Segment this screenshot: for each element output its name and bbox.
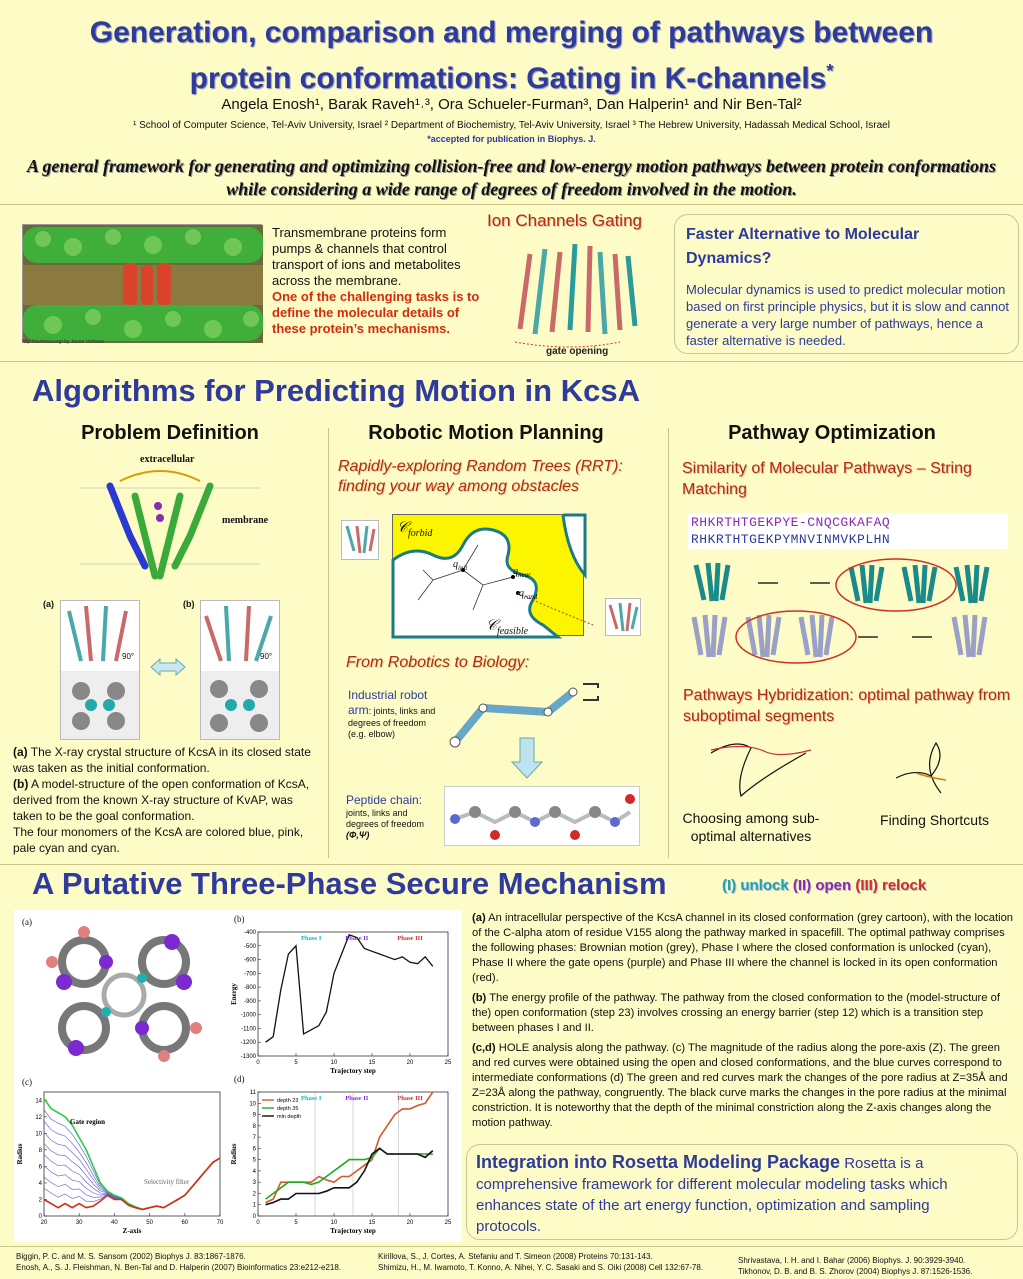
y-tick-label: 6 xyxy=(252,1146,256,1153)
gate-opening-label: gate opening xyxy=(546,346,609,357)
y-tick-label: 4 xyxy=(252,1168,256,1175)
y-tick-label: -800 xyxy=(243,985,256,992)
suboptimal-curves-image xyxy=(706,738,816,800)
caption-b: A model-structure of the open conformation of KcsA, derived from the known X-ray structure of KvAP, was taken to be the goal conformation. xyxy=(13,777,310,823)
ion-channel-image xyxy=(500,234,660,352)
y-tick-label: -1300 xyxy=(240,1054,256,1060)
y-tick-label: -1100 xyxy=(241,1026,256,1033)
faster-text: Molecular dynamics is used to predict molecular motion based on first principle physics, but it is slow and cannot generate a very large number of pathways, hence a faster alternative is needed. xyxy=(686,282,1010,348)
text-b xyxy=(472,991,1018,1036)
sequence-alignment xyxy=(688,513,1008,549)
closed-structure-image xyxy=(60,600,140,740)
x-tick-label: 50 xyxy=(146,1220,153,1226)
from-robotics-text: From Robotics to Biology: xyxy=(346,654,530,671)
phase-label: Phase III xyxy=(397,935,423,942)
title-line-1: Generation, comparison and merging of pathways between xyxy=(89,16,934,49)
panel-b-label: (b) xyxy=(234,914,245,924)
c-forbid-sub: forbid xyxy=(407,528,433,539)
ref-4: Shimizu, H., M. Iwamoto, T. Konno, A. Nihei, Y. C. Sasaki and S. Oiki (2008) Cell 132:67-78. xyxy=(378,1263,704,1272)
q-rand-sub: rand xyxy=(524,593,538,601)
q-init-sub: init xyxy=(458,564,468,572)
sequence-2: RHKRTHTGEKPYMNVINMVKPLHN xyxy=(691,532,891,547)
x-tick-label: 10 xyxy=(330,1060,338,1066)
intro-text-red: One of the challenging tasks is to define the molecular details of these protein’s mechanisms. xyxy=(272,289,480,336)
divider xyxy=(0,864,1023,865)
shortcuts-label: Finding Shortcuts xyxy=(880,812,989,828)
references-col2 xyxy=(378,1251,728,1273)
y-tick-label: 7 xyxy=(252,1135,256,1142)
y-tick-label: 4 xyxy=(38,1180,42,1187)
rosetta-title: Integration into Rosetta Modeling Package xyxy=(476,1152,841,1172)
text-a xyxy=(472,911,1018,986)
divider xyxy=(0,204,1023,205)
q-near-sub: near xyxy=(518,571,531,579)
legend-label: depth 35 xyxy=(277,1106,299,1112)
caption-a-label: (a) xyxy=(13,745,28,759)
panel-a-label: (a) xyxy=(22,917,32,927)
text-cd-body: HOLE analysis along the pathway. (c) The magnitude of the radius along the pore-axis (Z). The green and red curves were obtained using the open and closed conformations, and the blue curves correspond to intermediate conformations (d) The green and red curves mark the changes of the pore radius at Z=35Å and Z=23Å along the pathway, congruently. The black curve marks the changes in the pore radius at the minimal constriction. It is noteworthy that the depth of the minimal constriction along the Z-axis changes along the motion pathway. xyxy=(472,1042,1008,1129)
q-init-label: $q_{init}$ xyxy=(453,559,468,572)
ref-3: Kirillova, S., J. Cortes, A. Stefaniu and T. Simeon (2008) Proteins 70:131-143. xyxy=(378,1252,653,1261)
y-tick-label: 2 xyxy=(38,1197,42,1204)
text-b-body: The energy profile of the pathway. The pathway from the closed conformation to the (model-structure of the) open conformation (step 23) involves crossing an energy barrier (step 12) which is a transition step between phases I and II. xyxy=(472,992,1000,1034)
pathway-matching-image xyxy=(686,555,1020,665)
small-structure-left xyxy=(341,520,379,560)
membrane-credit: http://vertreea.org/ by Jason Vertrees xyxy=(22,339,105,345)
mechanism-text xyxy=(472,911,1018,1131)
x-axis-label: Trajectory step xyxy=(330,1227,376,1235)
robot-arm-desc: : joints, links and degrees of freedom (e.g. elbow) xyxy=(348,706,436,739)
q-rand-label: $q_{rand}$ xyxy=(519,588,538,601)
y-tick-label: 10 xyxy=(35,1131,42,1138)
energy-chart xyxy=(222,924,458,1076)
label-b: (b) xyxy=(183,599,195,609)
y-tick-label: 1 xyxy=(252,1202,256,1209)
robot-arm-title: Industrial robot arm xyxy=(348,688,428,717)
x-tick-label: 40 xyxy=(111,1220,118,1226)
y-tick-label: 14 xyxy=(35,1098,42,1105)
y-tick-label: -1000 xyxy=(240,1012,256,1019)
down-arrow-icon xyxy=(512,738,542,783)
faster-title: Faster Alternative to Molecular Dynamics? xyxy=(686,226,920,267)
x-tick-label: 0 xyxy=(256,1060,260,1066)
y-tick-label: -600 xyxy=(243,957,256,964)
title-line-2: protein conformations: Gating in K-channels xyxy=(189,62,827,95)
phase-label: Phase III xyxy=(397,1095,423,1102)
problem-caption xyxy=(13,744,318,856)
accepted-note: *accepted for publication in Biophys. J. xyxy=(427,134,596,144)
extracellular-label: extracellular xyxy=(140,454,195,465)
y-tick-label: 6 xyxy=(38,1164,42,1171)
ref-2: Enosh, A., S. J. Fleishman, N. Ben-Tal and D. Halperin (2007) Bioinformatics 23:e212-e218. xyxy=(16,1263,342,1272)
phase-unlock: (I) unlock xyxy=(722,877,789,894)
sequence-1: RHKRTHTGEKPYE-CNQCGKAFAQ xyxy=(691,515,891,530)
membrane-image xyxy=(22,224,262,342)
y-tick-label: 11 xyxy=(249,1090,256,1096)
y-axis-label: Energy xyxy=(230,983,238,1005)
deg-a-label: 90° xyxy=(122,652,135,661)
small-structure-right xyxy=(605,598,641,636)
x-tick-label: 5 xyxy=(294,1060,298,1066)
choosing-label: Choosing among sub-optimal alternatives xyxy=(682,810,820,844)
y-tick-label: 2 xyxy=(252,1191,256,1198)
text-a-body: An intracellular perspective of the KcsA channel in its closed conformation (grey cartoon), with the location of the C-alpha atom of residue V155 along the pathway marked in spacefill. The optimal pathway comprises the following phases: Brownian motion (grey), Phase I where the closed conformation is unlocked (cyan), Phase II where the gate opens (purple) and Phase III where the channel is locked in its open conformation (red). xyxy=(472,912,1014,984)
y-tick-label: 0 xyxy=(252,1214,256,1220)
text-cd xyxy=(472,1041,1018,1131)
peptide-title: Peptide chain: xyxy=(346,793,423,807)
column-divider xyxy=(328,428,329,858)
phase-label: Phase I xyxy=(300,935,322,942)
references-col3 xyxy=(738,1255,1018,1277)
y-axis-label: Radius xyxy=(230,1143,238,1165)
y-tick-label: 12 xyxy=(35,1114,42,1121)
legend-label: depth 23 xyxy=(277,1098,299,1104)
peptide-dof: (Φ,Ψ) xyxy=(346,830,370,840)
gating-title: Ion Channels Gating xyxy=(487,211,642,230)
x-tick-label: 70 xyxy=(216,1220,224,1226)
label-a: (a) xyxy=(43,599,54,609)
x-tick-label: 20 xyxy=(40,1220,48,1226)
problem-heading: Problem Definition xyxy=(81,422,259,444)
rosetta-body: Rosetta is a comprehensive framework for different molecular modeling tasks which enhances state of the art energy function, optimization and sampling protocols. xyxy=(476,1155,948,1235)
panel-c-label: (c) xyxy=(22,1077,32,1087)
peptide-image xyxy=(444,786,640,846)
radius-chart xyxy=(16,1086,230,1238)
ref-1: Biggin, P. C. and M. S. Sansom (2002) Biophys J. 83:1867-1876. xyxy=(16,1252,246,1261)
caption-a: The X-ray crystal structure of KcsA in its closed state was taken as the initial conformation. xyxy=(13,745,311,775)
mechanism-title: A Putative Three-Phase Secure Mechanism xyxy=(32,866,667,901)
x-tick-label: 25 xyxy=(444,1060,452,1066)
robotic-heading: Robotic Motion Planning xyxy=(368,422,604,444)
y-tick-label: -700 xyxy=(243,971,256,978)
c-forbid-label: 𝒞$_{forbid}$ xyxy=(397,520,433,539)
peptide-desc: joints, links and degrees of freedom xyxy=(346,808,425,829)
phase-legend xyxy=(722,877,926,894)
column-divider xyxy=(668,428,669,858)
x-tick-label: 10 xyxy=(330,1220,338,1226)
deg-b-label: 90° xyxy=(260,652,273,661)
y-tick-label: -500 xyxy=(243,943,256,950)
peptide-text xyxy=(346,793,441,841)
affiliations: ¹ School of Computer Science, Tel-Aviv University, Israel ² Department of Biochemistry, Tel-Aviv University, Israel ³ The Hebrew University, Hadassah Medical School, Israel xyxy=(133,120,890,131)
q-near-label: $q_{near}$ xyxy=(513,566,531,579)
y-tick-label: -1200 xyxy=(240,1040,256,1047)
x-tick-label: 5 xyxy=(294,1220,298,1226)
depth-chart xyxy=(222,1082,458,1238)
x-axis-label: Trajectory step xyxy=(330,1067,376,1075)
kcsa-structure-image xyxy=(100,466,220,586)
x-tick-label: 15 xyxy=(368,1220,376,1226)
intro-text-black: Transmembrane proteins form pumps & channels that control transport of ions and metabolites across the membrane. xyxy=(272,225,461,288)
rrt-text: Rapidly-exploring Random Trees (RRT): finding your way among obstacles xyxy=(338,458,623,495)
x-axis-label: Z-axis xyxy=(122,1227,142,1235)
x-tick-label: 60 xyxy=(181,1220,189,1226)
algorithms-title: Algorithms for Predicting Motion in KcsA xyxy=(32,373,640,408)
tagline: A general framework for generating and optimizing collision-free and low-energy motion pathways between protein conformations while considering a wide range of degrees of freedom involved in the motion. xyxy=(26,156,997,199)
double-arrow-icon xyxy=(150,658,186,681)
shortcut-curves-image xyxy=(886,738,966,798)
text-a-label: (a) xyxy=(472,912,486,924)
y-tick-label: -900 xyxy=(243,998,256,1005)
selectivity-filter-annotation: Selectivity filter xyxy=(144,1178,190,1186)
divider xyxy=(0,1246,1023,1247)
y-tick-label: 5 xyxy=(252,1157,256,1164)
pathway-heading: Pathway Optimization xyxy=(728,422,936,444)
phase-open: (II) open xyxy=(792,877,852,894)
hybrid-text: Pathways Hybridization: optimal pathway from suboptimal segments xyxy=(683,687,1011,725)
x-tick-label: 15 xyxy=(368,1060,376,1066)
c-feasible-label: 𝒞$_{feasible}$ xyxy=(486,618,529,637)
x-tick-label: 25 xyxy=(444,1220,452,1226)
membrane-label: membrane xyxy=(222,515,269,526)
y-tick-label: 0 xyxy=(38,1214,42,1220)
y-tick-label: 10 xyxy=(249,1101,256,1108)
divider xyxy=(0,361,1023,362)
caption-c: The four monomers of the KcsA are colored blue, pink, pale cyan and cyan. xyxy=(13,825,304,855)
y-tick-label: -400 xyxy=(243,930,256,936)
channel-top-view-image xyxy=(36,922,212,1068)
robot-arm-text xyxy=(348,688,443,740)
text-b-label: (b) xyxy=(472,992,487,1004)
poster-title xyxy=(0,14,1023,98)
rosetta-text xyxy=(476,1152,996,1237)
gate-region-annotation: Gate region xyxy=(70,1118,106,1126)
legend-label: min depth xyxy=(277,1114,302,1120)
authors: Angela Enosh¹, Barak Raveh¹˒³, Ora Schueler-Furman³, Dan Halperin¹ and Nir Ben-Tal² xyxy=(221,96,802,113)
phase-label: Phase II xyxy=(345,1095,369,1102)
phase-label: Phase II xyxy=(345,935,369,942)
y-axis-label: Radius xyxy=(16,1143,24,1165)
caption-b-label: (b) xyxy=(13,777,29,791)
phase-label: Phase I xyxy=(300,1095,322,1102)
plot-frame xyxy=(258,932,448,1056)
y-tick-label: 8 xyxy=(252,1123,256,1130)
y-tick-label: 8 xyxy=(38,1147,42,1154)
phase-relock: (III) relock xyxy=(855,877,927,894)
similarity-text: Similarity of Molecular Pathways – String Matching xyxy=(682,460,972,498)
x-tick-label: 20 xyxy=(406,1220,414,1226)
intro-text xyxy=(272,225,487,337)
x-tick-label: 0 xyxy=(256,1220,260,1226)
references-col1 xyxy=(16,1251,376,1273)
y-tick-label: 9 xyxy=(252,1112,256,1119)
ref-6: Tikhonov, D. B. and B. S. Zhorov (2004) Biophys J. 87:1526-1536. xyxy=(738,1267,973,1276)
open-structure-image xyxy=(200,600,280,740)
c-feasible-sub: feasible xyxy=(496,626,529,637)
text-cd-label: (c,d) xyxy=(472,1042,496,1054)
panel-d-label: (d) xyxy=(234,1074,245,1084)
y-tick-label: 3 xyxy=(252,1180,256,1187)
x-tick-label: 30 xyxy=(75,1220,83,1226)
x-tick-label: 20 xyxy=(406,1060,414,1066)
ref-5: Shrivastava, I. H. and I. Bahar (2006) Biophys. J. 90:3929-3940. xyxy=(738,1256,966,1265)
title-star: * xyxy=(826,61,834,81)
